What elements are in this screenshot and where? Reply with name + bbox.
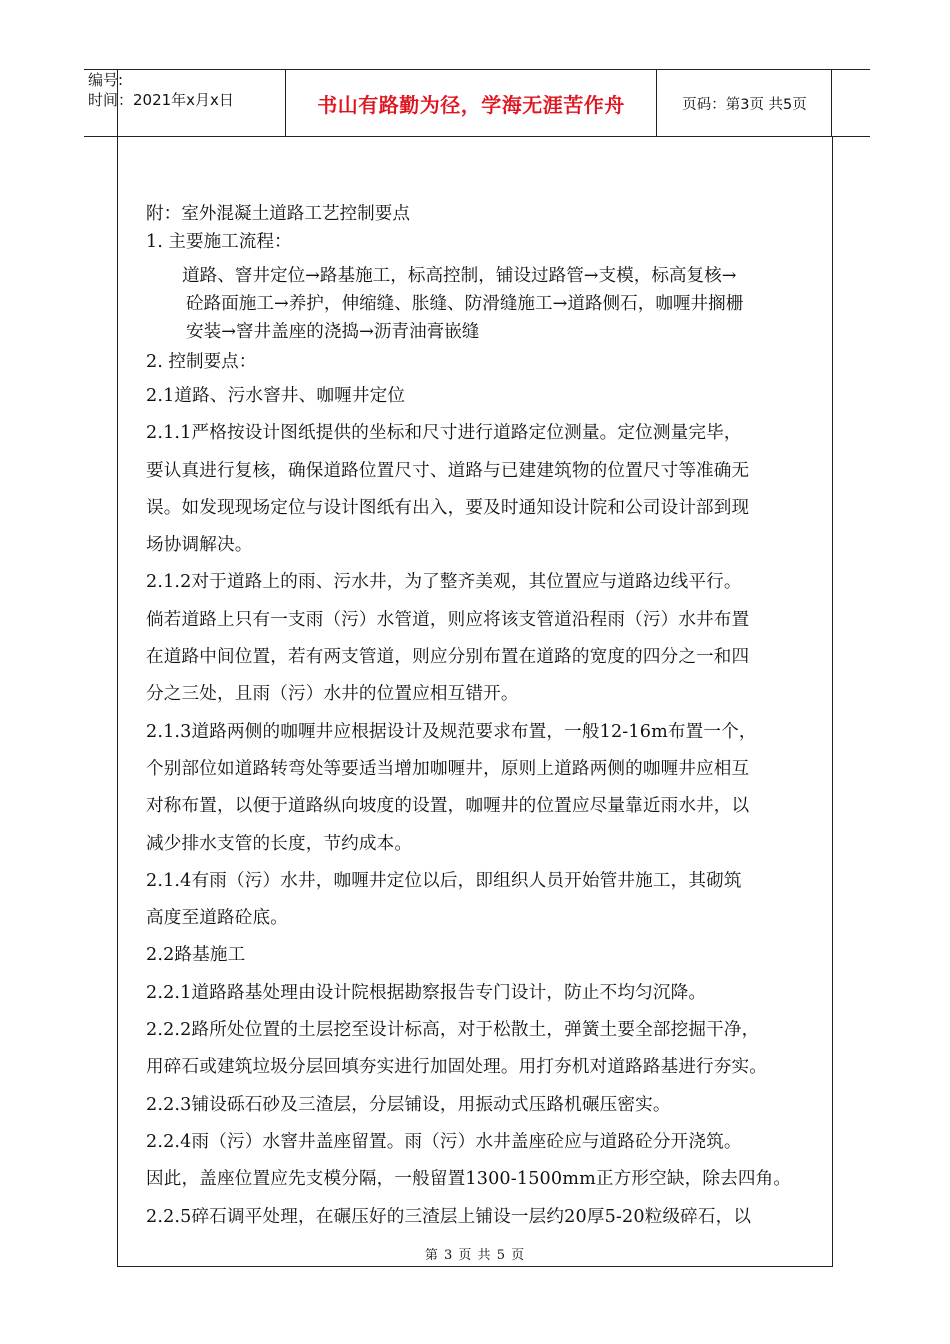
paragraph-line: 倘若道路上只有一支雨（污）水管道，则应将该支管道沿程雨（污）水井布置 [146, 609, 750, 630]
paragraph-line: 在道路中间位置，若有两支管道，则应分别布置在道路的宽度的四分之一和四 [146, 647, 750, 668]
flow-line: 砼路面施工→养护，伸缩缝、胀缝、防滑缝施工→道路侧石，咖喱井搁栅 [186, 294, 744, 314]
paragraph-line: 对称布置，以便于道路纵向坡度的设置，咖喱井的位置应尽量靠近雨水井，以 [146, 796, 750, 817]
paragraph-line: 2.2.5碎石调平处理，在碾压好的三渣层上铺设一层约20厚5-20粒级碎石，以 [146, 1206, 752, 1227]
number-label: 编号: [88, 71, 124, 89]
page-footer: 第 3 页 共 5 页 [424, 1248, 526, 1263]
process-flow [146, 262, 814, 346]
paragraph-line: 高度至道路砼底。 [146, 908, 288, 929]
paragraph-line: 2.1道路、污水窨井、咖喱井定位 [146, 386, 406, 406]
header-info [88, 70, 288, 110]
document-body [146, 200, 814, 1236]
paragraph-line: 2.1.4有雨（污）水井，咖喱井定位以后，即组织人员开始管井施工，其砌筑 [146, 870, 742, 891]
header-page-label: 页码：第3页 共5页 [682, 96, 807, 113]
paragraph-line: 2.2.3铺设砾石砂及三渣层，分层铺设，用振动式压路机碾压密实。 [146, 1094, 671, 1115]
paragraph-line: 2.2.1道路路基处理由设计院根据勘察报告专门设计，防止不均匀沉降。 [146, 982, 707, 1003]
document-title: 附：室外混凝土道路工艺控制要点 [146, 204, 410, 224]
paragraph-line: 场协调解决。 [146, 535, 253, 556]
section-2-heading: 2. 控制要点： [146, 352, 257, 372]
paragraph-line: 分之三处，且雨（污）水井的位置应相互错开。 [146, 684, 519, 705]
header-motto: 书山有路勤为径，学海无涯苦作舟 [317, 92, 625, 117]
flow-line: 安装→窨井盖座的浇捣→沥青油膏嵌缝 [186, 322, 480, 342]
paragraph-line: 2.1.3道路两侧的咖喱井应根据设计及规范要求布置，一般12-16m布置一个， [146, 721, 757, 742]
paragraph-line: 2.2.4雨（污）水窨井盖座留置。雨（污）水井盖座砼应与道路砼分开浇筑。 [146, 1131, 742, 1152]
time-label: 时间：2021年x月x日 [88, 91, 234, 109]
paragraph-line: 因此，盖座位置应先支模分隔，一般留置1300-1500mm正方形空缺，除去四角。 [146, 1169, 792, 1190]
paragraph-line: 要认真进行复核，确保道路位置尺寸、道路与已建建筑物的位置尺寸等准确无 [146, 460, 750, 481]
paragraph-line: 误。如发现现场定位与设计图纸有出入，要及时通知设计院和公司设计部到现 [146, 497, 750, 518]
paragraph-line: 2.1.1严格按设计图纸提供的坐标和尺寸进行道路定位测量。定位测量完毕， [146, 423, 742, 444]
paragraph-line: 用碎石或建筑垃圾分层回填夯实进行加固处理。用打夯机对道路路基进行夯实。 [146, 1057, 768, 1078]
paragraph-line: 减少排水支管的长度，节约成本。 [146, 833, 413, 854]
paragraph-line: 2.2.2路所处位置的土层挖至设计标高，对于松散土，弹簧土要全部挖掘干净， [146, 1020, 760, 1041]
paragraph-line: 2.2路基施工 [146, 945, 246, 966]
section-1-heading: 1. 主要施工流程： [146, 232, 292, 252]
control-points [146, 378, 814, 1236]
paragraph-line: 个别部位如道路转弯处等要适当增加咖喱井，原则上道路两侧的咖喱井应相互 [146, 758, 750, 779]
flow-line: 道路、窨井定位→路基施工，标高控制，铺设过路管→支模，标高复核→ [182, 266, 737, 286]
paragraph-line: 2.1.2对于道路上的雨、污水井，为了整齐美观，其位置应与道路边线平行。 [146, 572, 742, 593]
